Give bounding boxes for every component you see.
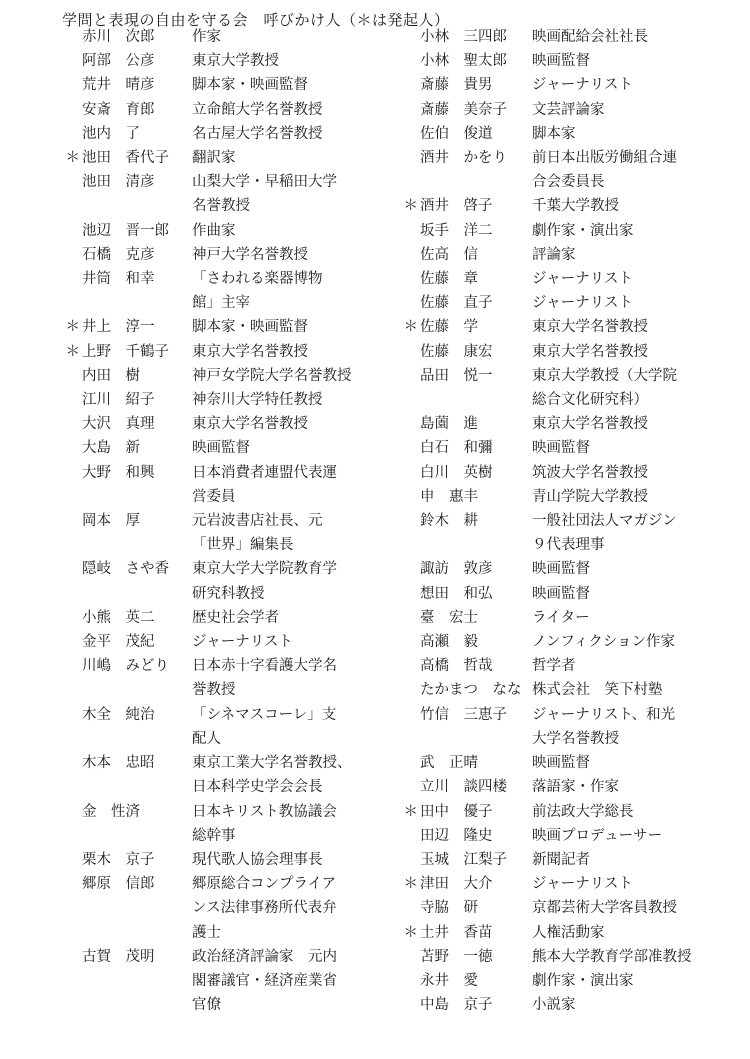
signatory-entry xyxy=(398,412,750,436)
signatory-affiliation: 一般社団法人マガジン ９代表理事 xyxy=(532,513,677,554)
signatory-entry xyxy=(398,243,750,267)
signatory-entry xyxy=(60,654,390,702)
signatory-affiliation: 翻訳家 xyxy=(192,150,236,167)
signatory-entry xyxy=(60,25,390,49)
signatory-affiliation: 京都芸術大学客員教授 xyxy=(532,900,677,917)
signatory-name: 隠岐 さや香 xyxy=(82,561,169,578)
signatory-name: 酒井 かをり xyxy=(420,150,507,167)
signatory-name: 金 性済 xyxy=(82,803,140,820)
signatory-entry xyxy=(398,194,750,218)
signatory-name: 大野 和興 xyxy=(82,464,155,481)
signatory-entry xyxy=(398,557,750,581)
signatory-affiliation: 筑波大学名誉教授 xyxy=(532,464,648,481)
signatory-name: 荒井 晴彦 xyxy=(82,77,155,94)
signatory-affiliation: 脚本家・映画監督 xyxy=(192,77,308,94)
signatory-name: 佐伯 俊道 xyxy=(420,125,493,142)
signatory-entry xyxy=(60,122,390,146)
signatory-affiliation: 映画監督 xyxy=(532,585,590,602)
signatory-name: 中島 京子 xyxy=(420,997,493,1014)
signatory-name: 佐高 信 xyxy=(420,246,478,263)
founder-mark: ＊ xyxy=(65,319,80,336)
signatory-name: 池内 了 xyxy=(82,125,140,142)
signatory-affiliation: 現代歌人協会理事長 xyxy=(192,851,323,868)
signatory-affiliation: 哲学者 xyxy=(532,658,576,675)
signatory-entry xyxy=(398,678,750,702)
signatory-entry xyxy=(398,872,750,896)
signatory-entry xyxy=(398,945,750,969)
signatory-entry xyxy=(60,267,390,315)
signatory-entry xyxy=(398,219,750,243)
signatory-name: 坂手 洋二 xyxy=(420,222,493,239)
signatory-entry xyxy=(398,364,750,412)
signatory-entry xyxy=(398,969,750,993)
signatory-name: 佐藤 章 xyxy=(420,271,478,288)
signatory-affiliation: 神奈川大学特任教授 xyxy=(192,392,323,409)
signatory-affiliation: 映画配給会社社長 xyxy=(532,29,648,45)
signatory-affiliation: 作家 xyxy=(192,29,221,45)
signatory-name: 立川 談四楼 xyxy=(420,779,507,796)
signatory-name: 竹信 三恵子 xyxy=(420,706,507,723)
signatory-entry xyxy=(60,412,390,436)
signatory-entry xyxy=(60,630,390,654)
signatory-entry xyxy=(398,267,750,291)
signatory-entry xyxy=(398,461,750,485)
signatory-name: 古賀 茂明 xyxy=(82,948,155,965)
signatory-entry xyxy=(60,73,390,97)
signatory-affiliation: 映画監督 xyxy=(532,53,590,70)
signatory-entry xyxy=(60,243,390,267)
signatory-entry xyxy=(60,703,390,751)
signatory-affiliation: 脚本家 xyxy=(532,125,576,142)
signatory-entry xyxy=(398,824,750,848)
signatory-name: 郷原 信郎 xyxy=(82,876,155,893)
signatory-affiliation: 東京大学教授（大学院 総合文化研究科） xyxy=(532,367,677,409)
signatory-affiliation: 東京工業大学名誉教授、 日本科学史学会会長 xyxy=(192,755,352,796)
signatory-name: 斎藤 美奈子 xyxy=(420,101,507,118)
signatory-affiliation: 東京大学名誉教授 xyxy=(532,416,648,433)
signatory-entry xyxy=(60,170,390,218)
signatory-entry xyxy=(398,630,750,654)
signatory-affiliation: ジャーナリスト xyxy=(532,271,633,288)
signatory-name: 内田 樹 xyxy=(82,367,140,384)
signatory-name: 佐藤 直子 xyxy=(420,295,493,312)
signatory-name: 寺脇 研 xyxy=(420,900,478,917)
signatory-entry xyxy=(398,775,750,799)
signatory-affiliation: 新聞記者 xyxy=(532,851,590,868)
signatory-affiliation: 立命館大学名誉教授 xyxy=(192,101,323,118)
signatory-entry xyxy=(398,49,750,73)
signatory-affiliation: 文芸評論家 xyxy=(532,101,605,118)
signatory-entry xyxy=(398,315,750,339)
signatory-affiliation: 株式会社 笑下村塾 xyxy=(532,682,663,699)
signatory-entry xyxy=(398,703,750,751)
signatory-affiliation: 小説家 xyxy=(532,997,576,1014)
signatory-affiliation: 「さわれる楽器博物 館」主宰 xyxy=(192,271,323,312)
signatory-entry xyxy=(60,945,390,1018)
signatory-name: 斎藤 貴男 xyxy=(420,77,493,94)
signatory-entry xyxy=(398,606,750,630)
signatory-name: 栗木 京子 xyxy=(82,851,155,868)
signatory-name: 永井 愛 xyxy=(420,972,478,989)
signatory-name: 玉城 江梨子 xyxy=(420,851,507,868)
signatory-entry xyxy=(60,364,390,388)
signatory-entry xyxy=(60,436,390,460)
signatory-affiliation: ジャーナリスト、和光 大学名誉教授 xyxy=(532,706,676,747)
signatory-entry xyxy=(60,340,390,364)
signatory-affiliation: 青山学院大学教授 xyxy=(532,488,648,505)
signatory-name: 江川 紹子 xyxy=(82,392,155,409)
signatory-affiliation: 映画監督 xyxy=(532,440,590,457)
signatory-name: 酒井 啓子 xyxy=(420,198,493,215)
signatory-name: 木本 忠昭 xyxy=(82,755,155,772)
signatory-name: 川嶋 みどり xyxy=(82,658,169,675)
signatory-affiliation: 東京大学名誉教授 xyxy=(192,343,308,360)
signatory-name: 池田 香代子 xyxy=(82,150,169,167)
signatory-name: 島薗 進 xyxy=(420,416,478,433)
signatory-name: 品田 悦一 xyxy=(420,367,493,384)
signatory-entry xyxy=(60,557,390,605)
signatory-name: 赤川 次郎 xyxy=(82,29,155,45)
signatory-affiliation: 劇作家・演出家 xyxy=(532,222,634,239)
signatory-affiliation: 山梨大学・早稲田大学 名誉教授 xyxy=(192,174,337,215)
signatory-affiliation: ジャーナリスト xyxy=(532,295,633,312)
signatory-entry xyxy=(398,896,750,920)
signatory-entry xyxy=(60,461,390,509)
signatory-entry xyxy=(60,509,390,557)
page-title: 学問と表現の自由を守る会 呼びかけ人（＊は発起人） xyxy=(62,11,450,29)
signatory-name: 佐藤 学 xyxy=(420,319,478,336)
signatory-affiliation: ジャーナリスト xyxy=(532,77,633,94)
signatory-affiliation: 前法政大学総長 xyxy=(532,803,634,820)
signatory-entry xyxy=(398,146,750,194)
signatory-entry xyxy=(398,485,750,509)
signatory-name: 高橋 哲哉 xyxy=(420,658,493,675)
signatory-name: 津田 大介 xyxy=(420,876,493,893)
signatory-name: 石橋 克彦 xyxy=(82,246,155,263)
signatory-entry xyxy=(60,219,390,243)
founder-mark: ＊ xyxy=(403,924,418,941)
signatory-affiliation: 映画監督 xyxy=(532,561,590,578)
signatory-affiliation: 映画監督 xyxy=(532,755,590,772)
founder-mark: ＊ xyxy=(403,319,418,336)
signatory-entry xyxy=(60,98,390,122)
signatory-affiliation: 神戸大学名誉教授 xyxy=(192,246,308,263)
signatory-affiliation: ジャーナリスト xyxy=(192,634,293,651)
signatory-name: 上野 千鶴子 xyxy=(82,343,169,360)
signatory-entry xyxy=(398,582,750,606)
signatory-entry xyxy=(398,291,750,315)
signatory-affiliation: 作曲家 xyxy=(192,222,236,239)
signatory-affiliation: 東京大学教授 xyxy=(192,53,279,70)
signatory-name: 小熊 英二 xyxy=(82,609,155,626)
signatory-affiliation: 神戸女学院大学名誉教授 xyxy=(192,367,352,384)
signatory-name: 井上 淳一 xyxy=(82,319,155,336)
signatory-affiliation: 元岩波書店社長、元 「世界」編集長 xyxy=(192,513,323,554)
signatory-entry xyxy=(398,73,750,97)
signatory-entry xyxy=(398,800,750,824)
signatory-name: 白川 英樹 xyxy=(420,464,493,481)
signatory-affiliation: 東京大学名誉教授 xyxy=(532,319,648,336)
signatory-affiliation: 劇作家・演出家 xyxy=(532,972,634,989)
signatory-name: 高瀬 毅 xyxy=(420,634,478,651)
founder-mark: ＊ xyxy=(403,876,418,893)
signatory-name: 池田 清彦 xyxy=(82,174,155,191)
signatory-affiliation: 千葉大学教授 xyxy=(532,198,619,215)
signatory-affiliation: 日本赤十字看護大学名 誉教授 xyxy=(192,658,337,699)
signatory-affiliation: 熊本大学教育学部准教授 xyxy=(532,948,692,965)
signatory-affiliation: 日本キリスト教協議会 総幹事 xyxy=(192,803,337,844)
signatory-name: 大沢 真理 xyxy=(82,416,155,433)
signatory-name: 田辺 隆史 xyxy=(420,827,493,844)
signatory-affiliation: 東京大学名誉教授 xyxy=(532,343,648,360)
signatory-affiliation: 前日本出版労働組合連 合会委員長 xyxy=(532,150,677,191)
signatory-entry xyxy=(60,872,390,945)
signatory-name: 土井 香苗 xyxy=(420,924,493,941)
signatory-affiliation: ライター xyxy=(532,609,590,626)
signatory-name: 井筒 和幸 xyxy=(82,271,155,288)
signatory-entry xyxy=(60,388,390,412)
signatory-entry xyxy=(398,436,750,460)
signatory-entry xyxy=(398,654,750,678)
signatory-affiliation: 映画プロデューサー xyxy=(532,827,663,844)
signatory-affiliation: 政治経済評論家 元内 閣審議官・経済産業省 官僚 xyxy=(192,948,337,1014)
signatory-affiliation: 日本消費者連盟代表運 営委員 xyxy=(192,464,337,505)
signatory-affiliation: 評論家 xyxy=(532,246,576,263)
left-column xyxy=(60,25,390,1017)
signatory-name: たかまつ なな xyxy=(420,682,522,699)
signatory-affiliation: 脚本家・映画監督 xyxy=(192,319,308,336)
signatory-name: 安斎 育郎 xyxy=(82,101,155,118)
signatory-entry xyxy=(60,606,390,630)
signatory-name: 申 惠丰 xyxy=(420,488,478,505)
signatory-name: 佐藤 康宏 xyxy=(420,343,493,360)
signatory-name: 岡本 厚 xyxy=(82,513,140,530)
signatory-entry xyxy=(60,751,390,799)
signatory-name: 臺 宏士 xyxy=(420,609,478,626)
signatory-affiliation: ジャーナリスト xyxy=(532,876,633,893)
signatory-affiliation: 映画監督 xyxy=(192,440,250,457)
signatory-entry xyxy=(398,25,750,49)
signatory-name: 阿部 公彦 xyxy=(82,53,155,70)
signatory-entry xyxy=(398,751,750,775)
signatory-name: 金平 茂紀 xyxy=(82,634,155,651)
signatory-entry xyxy=(398,509,750,557)
signatory-affiliation: 人権活動家 xyxy=(532,924,605,941)
signatory-entry xyxy=(398,921,750,945)
signatory-entry xyxy=(60,848,390,872)
signatory-name: 白石 和彌 xyxy=(420,440,493,457)
signatory-name: 木全 純治 xyxy=(82,706,155,723)
signatory-entry xyxy=(398,848,750,872)
signatory-affiliation: 東京大学名誉教授 xyxy=(192,416,308,433)
signatory-entry xyxy=(60,315,390,339)
signatory-affiliation: 名古屋大学名誉教授 xyxy=(192,125,323,142)
signatory-entry xyxy=(398,993,750,1017)
founder-mark: ＊ xyxy=(403,198,418,215)
signatory-name: 田中 優子 xyxy=(420,803,493,820)
signatory-name: 諏訪 敦彦 xyxy=(420,561,493,578)
signatory-name: 苫野 一徳 xyxy=(420,948,493,965)
founder-mark: ＊ xyxy=(65,150,80,167)
signatory-affiliation: ノンフィクション作家 xyxy=(532,634,675,651)
signatory-affiliation: 落語家・作家 xyxy=(532,779,619,796)
signatory-affiliation: 歴史社会学者 xyxy=(192,609,279,626)
signatory-entry xyxy=(398,98,750,122)
signatory-affiliation: 「シネマスコーレ」支 配人 xyxy=(192,706,337,747)
signatory-entry xyxy=(60,800,390,848)
signatory-name: 武 正晴 xyxy=(420,755,478,772)
founder-mark: ＊ xyxy=(65,343,80,360)
right-column xyxy=(398,25,750,1017)
signatory-name: 小林 三四郎 xyxy=(420,29,507,45)
signatory-name: 想田 和弘 xyxy=(420,585,493,602)
signatory-name: 大島 新 xyxy=(82,440,140,457)
signatory-affiliation: 郷原総合コンプライア ンス法律事務所代表弁 護士 xyxy=(192,876,337,941)
founder-mark: ＊ xyxy=(403,803,418,820)
signatory-name: 池辺 晋一郎 xyxy=(82,222,169,239)
signatory-affiliation: 東京大学大学院教育学 研究科教授 xyxy=(192,561,337,602)
signatory-entry xyxy=(398,340,750,364)
signatory-entry xyxy=(398,122,750,146)
signatory-entry xyxy=(60,49,390,73)
signatory-entry xyxy=(60,146,390,170)
signatory-name: 小林 聖太郎 xyxy=(420,53,507,70)
signatory-name: 鈴木 耕 xyxy=(420,513,478,530)
